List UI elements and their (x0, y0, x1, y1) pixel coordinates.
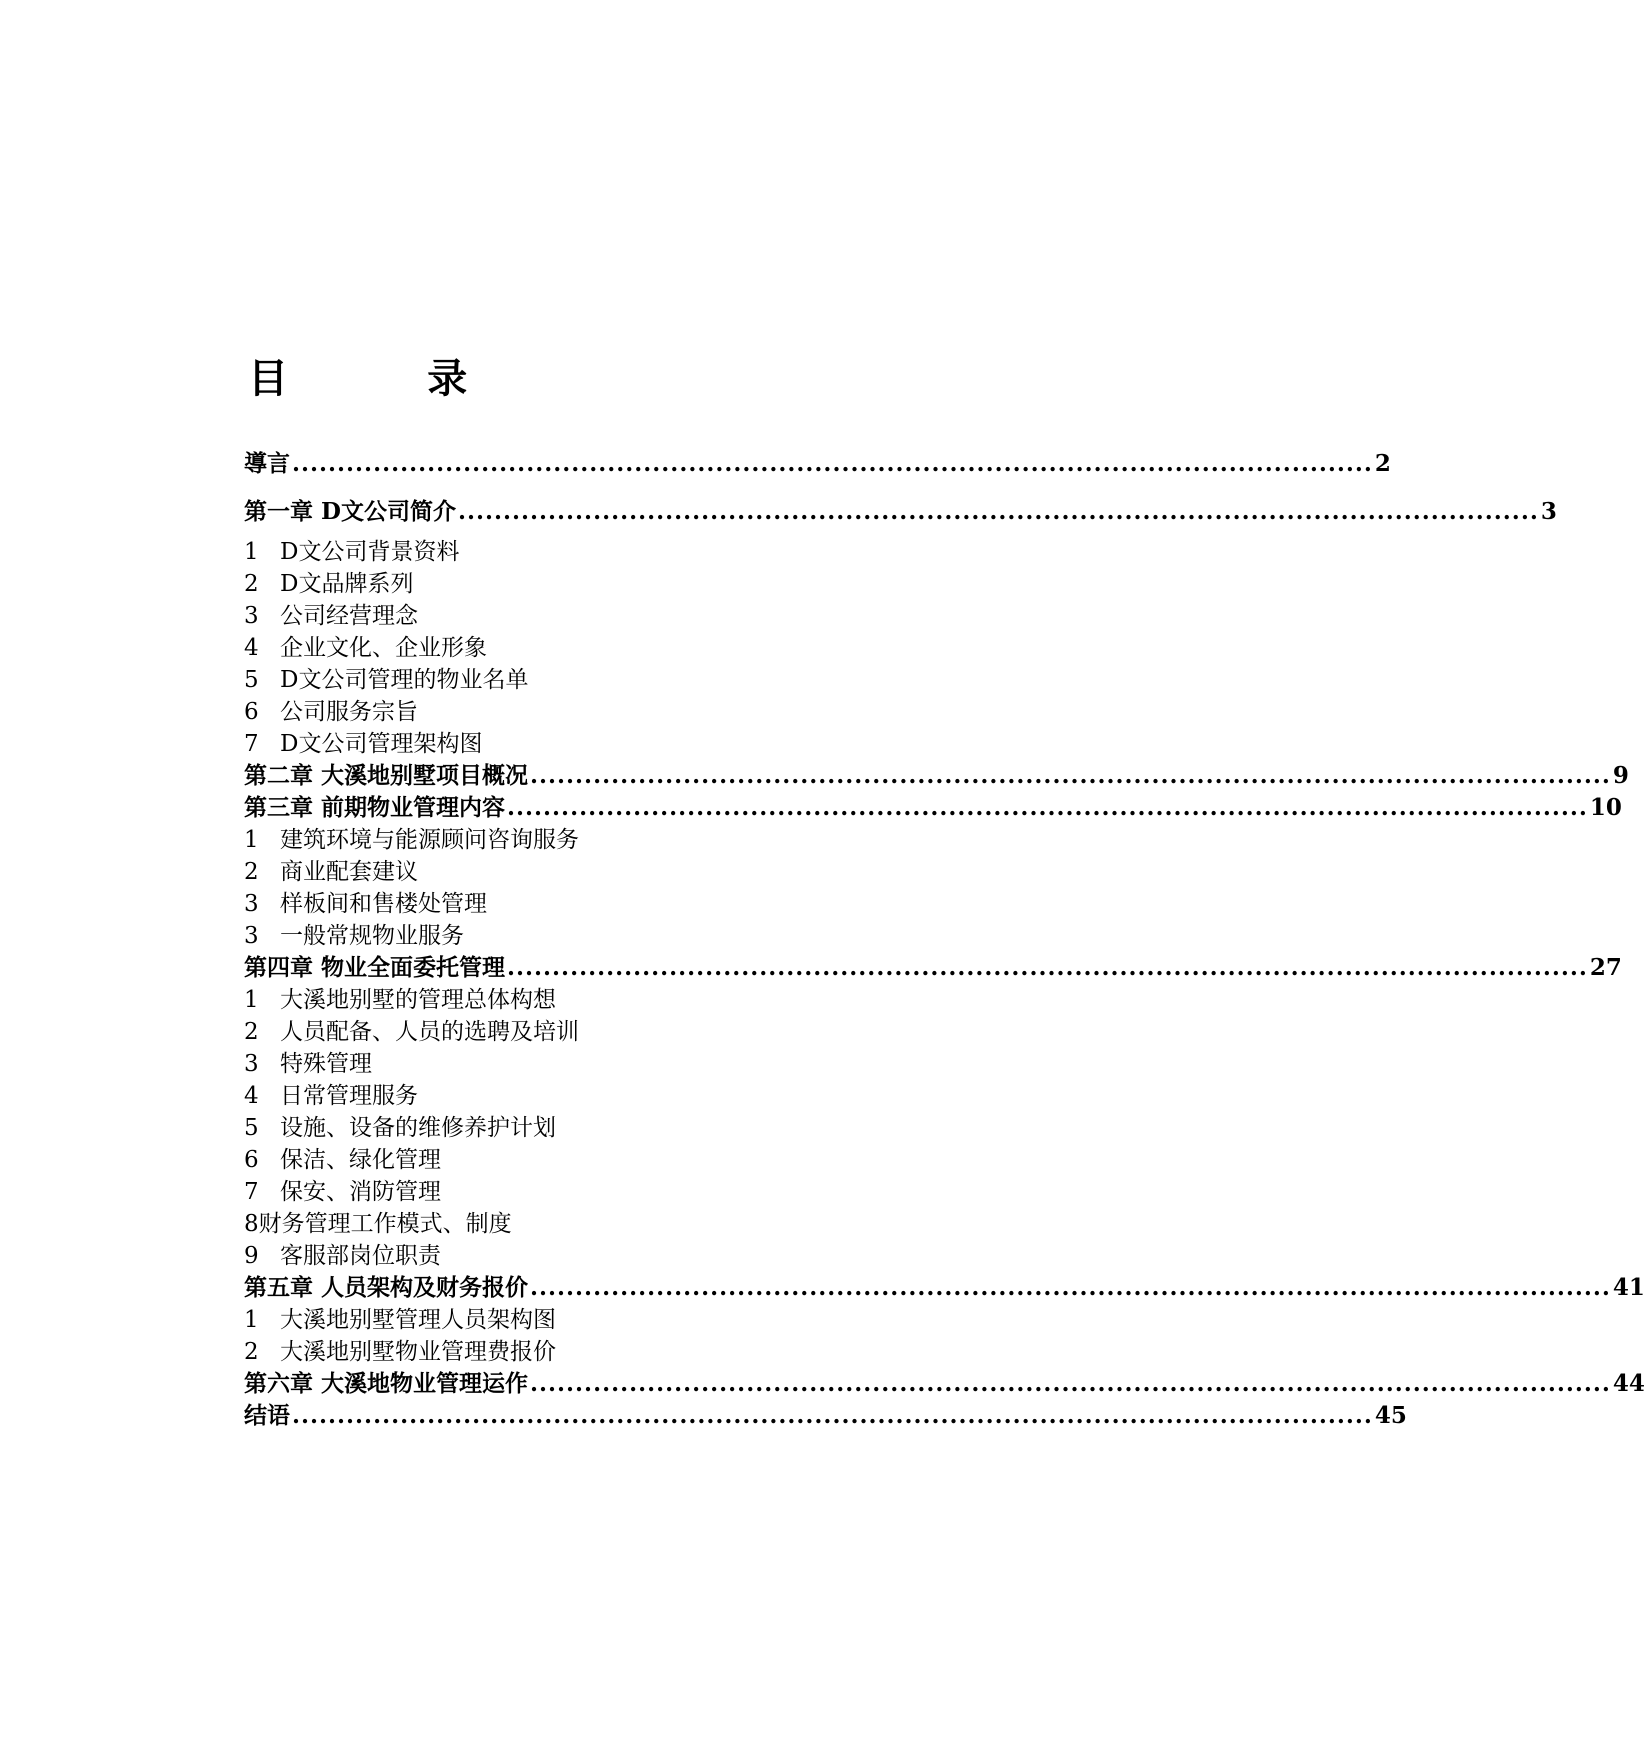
toc-subitem-label: 财务管理工作模式、制度 (258, 1211, 512, 1237)
toc-subitem[interactable] (244, 984, 1018, 1016)
toc-page-number: 44 (1612, 1370, 1645, 1397)
toc-subitem-number: 7 (244, 731, 259, 757)
toc-subitem[interactable] (244, 1048, 1018, 1080)
toc-chapter-label: 導言 (244, 450, 290, 477)
toc-subitem-number: 4 (244, 1083, 259, 1109)
toc-subitem-label: 客服部岗位职责 (280, 1243, 441, 1269)
toc-subitem-number: 2 (244, 1019, 259, 1045)
toc-subitem-label: 公司服务宗旨 (280, 699, 418, 725)
toc-subitem-label: 设施、设备的维修养护计划 (280, 1115, 556, 1141)
toc-chapter-2[interactable] (244, 760, 1629, 792)
toc-subitem-number: 2 (244, 1339, 259, 1365)
toc-subitem[interactable] (244, 1336, 1018, 1368)
toc-subitem-label: 建筑环境与能源顾问咨询服务 (280, 827, 579, 853)
toc-subitem-number: 5 (244, 667, 259, 693)
toc-subitem-number: 8 (244, 1211, 259, 1237)
toc-subitem-label: 公司经营理念 (280, 603, 418, 629)
toc-chapter-label: 结语 (244, 1402, 290, 1429)
toc-subitem[interactable] (244, 1112, 1018, 1144)
toc-subitem[interactable] (244, 888, 1018, 920)
toc-subitem[interactable] (244, 1208, 1018, 1240)
toc-leader: ........................................................................................................................ (507, 954, 1588, 981)
toc-subitem-number: 6 (244, 699, 259, 725)
toc-chapter-3[interactable] (244, 792, 1622, 824)
toc-subitem-number: 4 (244, 635, 259, 661)
toc-subitem[interactable] (244, 600, 1018, 632)
toc-subitem[interactable] (244, 696, 1018, 728)
toc-page-number: 3 (1540, 498, 1557, 525)
toc-subitem-label: 特殊管理 (280, 1051, 372, 1077)
toc-subitem[interactable] (244, 920, 1018, 952)
toc-page-number: 45 (1374, 1402, 1407, 1429)
toc-subitem-label: 一般常规物业服务 (280, 923, 464, 949)
toc-subitem-number: 3 (244, 603, 259, 629)
toc-subitem-label: D文品牌系列 (280, 571, 414, 597)
toc-subitem[interactable] (244, 1240, 1018, 1272)
toc-subitem-label: D文公司背景资料 (280, 539, 460, 565)
toc-chapter-label: 第四章 物业全面委托管理 (244, 954, 506, 981)
toc-subitem[interactable] (244, 1304, 1018, 1336)
toc-subitem-label: 日常管理服务 (280, 1083, 418, 1109)
toc-page-number: 41 (1612, 1274, 1645, 1301)
toc-subitem-number: 3 (244, 891, 259, 917)
toc-subitem-label: 保安、消防管理 (280, 1179, 441, 1205)
toc-subitem-number: 9 (244, 1243, 259, 1269)
toc-subitem[interactable] (244, 664, 1018, 696)
toc-subitem-number: 1 (244, 827, 259, 853)
toc-leader: ........................................................................................................................ (457, 498, 1539, 525)
toc-chapter-label: 第二章 大溪地别墅项目概况 (244, 762, 529, 789)
toc-chapter-5[interactable] (244, 1272, 1645, 1304)
toc-subitem-number: 1 (244, 1307, 259, 1333)
toc-subitem[interactable] (244, 536, 1018, 568)
toc-subitem[interactable] (244, 856, 1018, 888)
toc-chapter-4[interactable] (244, 952, 1622, 984)
toc-subitem[interactable] (244, 1176, 1018, 1208)
toc-subitem-number: 2 (244, 571, 259, 597)
toc-chapter-conclusion[interactable] (244, 1400, 1407, 1432)
toc-subitem-number: 3 (244, 923, 259, 949)
toc-leader: ........................................................................................................................ (292, 450, 1373, 477)
toc-leader: ........................................................................................................................ (530, 1274, 1611, 1301)
toc-subitem[interactable] (244, 1016, 1018, 1048)
toc-subitem-number: 6 (244, 1147, 259, 1173)
toc-subitem-number: 7 (244, 1179, 259, 1205)
toc-subitem-number: 2 (244, 859, 259, 885)
toc-subitem-label: 大溪地别墅管理人员架构图 (280, 1307, 556, 1333)
toc-chapter-1[interactable] (244, 496, 1557, 528)
toc-subitem[interactable] (244, 728, 1018, 760)
toc-subitem[interactable] (244, 824, 1018, 856)
toc-subitem[interactable] (244, 632, 1018, 664)
toc-chapter-intro[interactable] (244, 448, 1391, 480)
toc-subitem-label: 大溪地别墅物业管理费报价 (280, 1339, 556, 1365)
toc-subitem[interactable] (244, 1144, 1018, 1176)
toc-subitem-number: 5 (244, 1115, 259, 1141)
toc-subitem-label: D文公司管理的物业名单 (280, 667, 529, 693)
toc-chapter-label: 第一章 D文公司简介 (244, 498, 456, 525)
toc-chapter-label: 第五章 人员架构及财务报价 (244, 1274, 529, 1301)
toc-leader: ........................................................................................................................ (292, 1402, 1373, 1429)
toc-chapter-label: 第三章 前期物业管理内容 (244, 794, 506, 821)
toc-page-number: 27 (1589, 954, 1622, 981)
toc-subitem-number: 1 (244, 539, 259, 565)
toc-leader: ........................................................................................................................ (530, 1370, 1611, 1397)
toc-leader: ........................................................................................................................ (507, 794, 1588, 821)
toc-subitem-number: 1 (244, 987, 259, 1013)
toc-subitem-label: 企业文化、企业形象 (280, 635, 487, 661)
toc-page-number: 9 (1612, 762, 1629, 789)
toc-subitem[interactable] (244, 568, 1018, 600)
toc-chapter-label: 第六章 大溪地物业管理运作 (244, 1370, 529, 1397)
toc-subitem-label: D文公司管理架构图 (280, 731, 483, 757)
toc-subitem-label: 商业配套建议 (280, 859, 418, 885)
toc-page-number: 10 (1589, 794, 1622, 821)
toc-subitem-number: 3 (244, 1051, 259, 1077)
toc-page-number: 2 (1374, 450, 1391, 477)
toc-subitem-label: 大溪地别墅的管理总体构想 (280, 987, 556, 1013)
toc-subitem-label: 人员配备、人员的选聘及培训 (280, 1019, 579, 1045)
toc-chapter-6[interactable] (244, 1368, 1645, 1400)
toc-subitem[interactable] (244, 1080, 1018, 1112)
toc-subitem-label: 保洁、绿化管理 (280, 1147, 441, 1173)
toc-subitem-label: 样板间和售楼处管理 (280, 891, 487, 917)
toc-leader: ........................................................................................................................ (530, 762, 1611, 789)
page-title: 目 录 (248, 356, 468, 402)
